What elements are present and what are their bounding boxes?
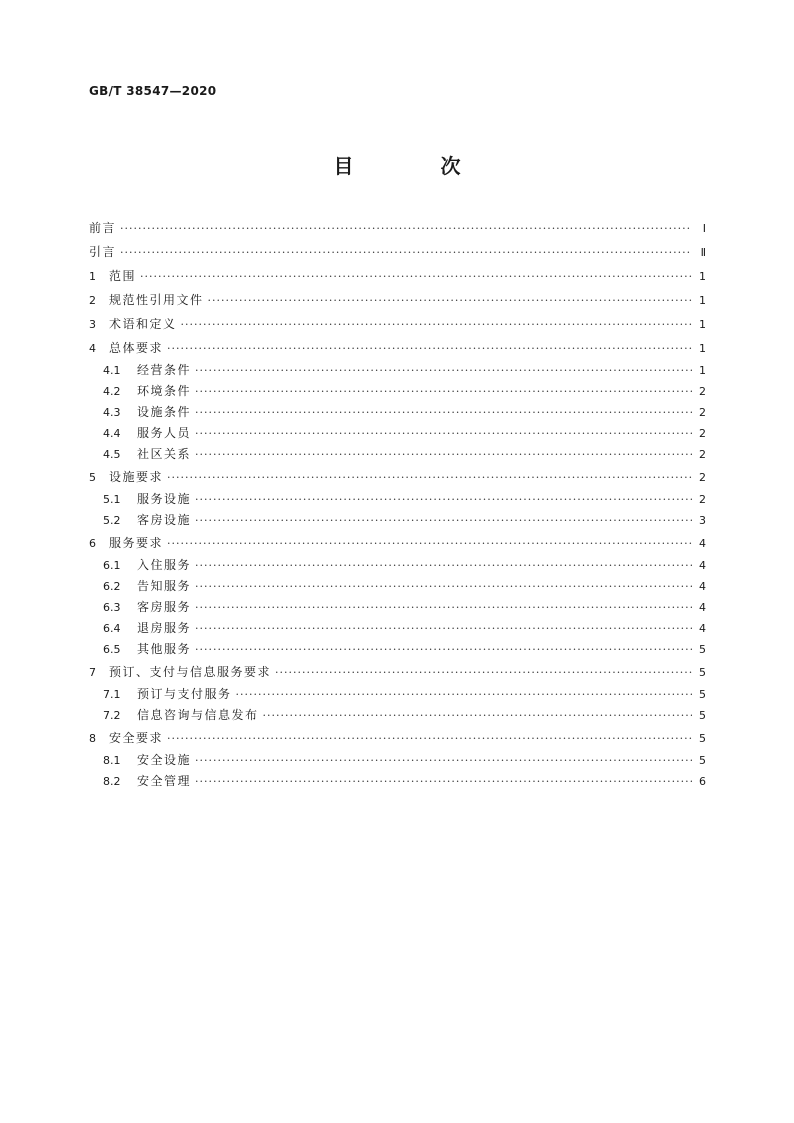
toc-dot-leader xyxy=(195,576,692,597)
toc-entry-page: 4 xyxy=(699,622,706,635)
toc-entry[interactable] xyxy=(89,381,706,402)
toc-entry[interactable] xyxy=(89,489,706,510)
toc-entry-number: 8 xyxy=(89,732,96,745)
toc-entry-number: 6.1 xyxy=(103,559,121,572)
toc-entry-page: 2 xyxy=(699,448,706,461)
toc-entry-page: 5 xyxy=(699,754,706,767)
toc-entry[interactable] xyxy=(89,264,706,288)
toc-entry-page: 1 xyxy=(699,270,706,283)
toc-entry-page: 2 xyxy=(699,493,706,506)
toc-entry-page: Ⅰ xyxy=(702,222,706,235)
toc-entry-number: 7.2 xyxy=(103,709,121,722)
toc-entry[interactable] xyxy=(89,771,706,792)
toc-dot-leader xyxy=(236,684,692,705)
toc-entry-number: 7 xyxy=(89,666,96,679)
toc-dot-leader xyxy=(195,639,692,660)
toc-entry-page: 4 xyxy=(699,580,706,593)
toc-entry-page: 2 xyxy=(699,406,706,419)
standard-code: GB/T 38547—2020 xyxy=(89,84,217,98)
toc-entry-number: 4 xyxy=(89,342,96,355)
toc-entry-page: 1 xyxy=(699,342,706,355)
toc-entry-label: 服务要求 xyxy=(109,536,164,550)
toc-dot-leader xyxy=(195,444,692,465)
toc-entry-number: 4.1 xyxy=(103,364,121,377)
toc-entry-label: 设施条件 xyxy=(137,405,192,419)
toc-dot-leader xyxy=(167,727,692,751)
toc-dot-leader xyxy=(195,510,692,531)
toc-dot-leader xyxy=(263,705,692,726)
toc-entry[interactable] xyxy=(89,726,706,750)
toc-entry-label: 总体要求 xyxy=(109,341,164,355)
toc-entry[interactable] xyxy=(89,312,706,336)
toc-entry-label: 告知服务 xyxy=(137,579,192,593)
toc-entry[interactable] xyxy=(89,216,706,240)
table-of-contents xyxy=(89,216,706,792)
toc-entry-page: 6 xyxy=(699,775,706,788)
toc-entry[interactable] xyxy=(89,576,706,597)
toc-entry-page: 5 xyxy=(699,688,706,701)
toc-dot-leader xyxy=(195,381,692,402)
toc-entry-label: 引言 xyxy=(89,245,117,259)
toc-entry-label: 设施要求 xyxy=(109,470,164,484)
toc-entry-number: 6 xyxy=(89,537,96,550)
toc-entry-number: 1 xyxy=(89,270,96,283)
toc-entry[interactable] xyxy=(89,402,706,423)
toc-entry[interactable] xyxy=(89,510,706,531)
toc-entry-label: 规范性引用文件 xyxy=(109,293,204,307)
toc-entry-page: 4 xyxy=(699,601,706,614)
toc-entry-label: 信息咨询与信息发布 xyxy=(137,708,259,722)
toc-entry-page: 1 xyxy=(699,364,706,377)
toc-entry-number: 4.2 xyxy=(103,385,121,398)
toc-entry-label: 客房服务 xyxy=(137,600,192,614)
toc-dot-leader xyxy=(181,313,692,337)
toc-entry-label: 经营条件 xyxy=(137,363,192,377)
toc-entry-label: 社区关系 xyxy=(137,447,192,461)
toc-entry[interactable] xyxy=(89,684,706,705)
toc-dot-leader xyxy=(195,489,692,510)
toc-entry-number: 5.2 xyxy=(103,514,121,527)
toc-entry-page: 1 xyxy=(699,318,706,331)
toc-dot-leader xyxy=(195,750,692,771)
toc-dot-leader xyxy=(195,771,692,792)
toc-entry[interactable] xyxy=(89,360,706,381)
toc-entry-label: 安全要求 xyxy=(109,731,164,745)
toc-entry-page: 4 xyxy=(699,537,706,550)
toc-entry-label: 服务人员 xyxy=(137,426,192,440)
toc-dot-leader xyxy=(275,661,692,685)
toc-entry-number: 4.4 xyxy=(103,427,121,440)
toc-dot-leader xyxy=(167,532,692,556)
toc-entry-label: 退房服务 xyxy=(137,621,192,635)
toc-entry-label: 环境条件 xyxy=(137,384,192,398)
toc-entry[interactable] xyxy=(89,336,706,360)
toc-entry-page: 5 xyxy=(699,643,706,656)
toc-entry-page: 1 xyxy=(699,294,706,307)
toc-entry-label: 预订与支付服务 xyxy=(137,687,232,701)
toc-dot-leader xyxy=(120,241,692,265)
toc-entry-label: 安全管理 xyxy=(137,774,192,788)
toc-entry-page: 2 xyxy=(699,471,706,484)
toc-dot-leader xyxy=(167,337,692,361)
toc-entry-number: 4.5 xyxy=(103,448,121,461)
toc-entry-number: 8.2 xyxy=(103,775,121,788)
toc-entry[interactable] xyxy=(89,705,706,726)
toc-entry-number: 2 xyxy=(89,294,96,307)
toc-entry[interactable] xyxy=(89,639,706,660)
page-title: 目 次 xyxy=(333,154,501,178)
toc-entry-page: Ⅱ xyxy=(700,246,706,259)
toc-entry-page: 5 xyxy=(699,709,706,722)
toc-dot-leader xyxy=(140,265,692,289)
toc-entry[interactable] xyxy=(89,660,706,684)
toc-entry[interactable] xyxy=(89,750,706,771)
toc-entry-page: 4 xyxy=(699,559,706,572)
toc-entry-number: 5 xyxy=(89,471,96,484)
toc-dot-leader xyxy=(208,289,692,313)
toc-dot-leader xyxy=(195,360,692,381)
toc-entry-page: 5 xyxy=(699,666,706,679)
toc-entry-label: 前言 xyxy=(89,221,117,235)
toc-entry-number: 6.4 xyxy=(103,622,121,635)
toc-dot-leader xyxy=(195,555,692,576)
toc-entry-label: 术语和定义 xyxy=(109,317,177,331)
toc-dot-leader xyxy=(195,402,692,423)
toc-entry-page: 5 xyxy=(699,732,706,745)
toc-entry-number: 6.3 xyxy=(103,601,121,614)
toc-entry-label: 范围 xyxy=(109,269,137,283)
toc-entry-page: 3 xyxy=(699,514,706,527)
toc-entry-number: 5.1 xyxy=(103,493,121,506)
toc-entry-label: 入住服务 xyxy=(137,558,192,572)
toc-dot-leader xyxy=(167,466,692,490)
toc-entry-number: 7.1 xyxy=(103,688,121,701)
toc-entry[interactable] xyxy=(89,288,706,312)
toc-entry-number: 6.2 xyxy=(103,580,121,593)
toc-entry-number: 4.3 xyxy=(103,406,121,419)
toc-entry[interactable] xyxy=(89,423,706,444)
toc-entry-page: 2 xyxy=(699,385,706,398)
toc-entry-label: 服务设施 xyxy=(137,492,192,506)
toc-entry[interactable] xyxy=(89,555,706,576)
toc-entry-number: 8.1 xyxy=(103,754,121,767)
toc-entry-label: 其他服务 xyxy=(137,642,192,656)
toc-dot-leader xyxy=(195,597,692,618)
toc-entry[interactable] xyxy=(89,531,706,555)
toc-entry-label: 客房设施 xyxy=(137,513,192,527)
toc-entry-label: 安全设施 xyxy=(137,753,192,767)
toc-entry-page: 2 xyxy=(699,427,706,440)
toc-entry[interactable] xyxy=(89,240,706,264)
toc-dot-leader xyxy=(195,618,692,639)
toc-dot-leader xyxy=(195,423,692,444)
toc-entry[interactable] xyxy=(89,465,706,489)
toc-entry-number: 6.5 xyxy=(103,643,121,656)
toc-dot-leader xyxy=(120,217,692,241)
toc-entry-label: 预订、支付与信息服务要求 xyxy=(109,665,272,679)
toc-entry[interactable] xyxy=(89,597,706,618)
toc-entry[interactable] xyxy=(89,618,706,639)
toc-entry[interactable] xyxy=(89,444,706,465)
toc-entry-number: 3 xyxy=(89,318,96,331)
